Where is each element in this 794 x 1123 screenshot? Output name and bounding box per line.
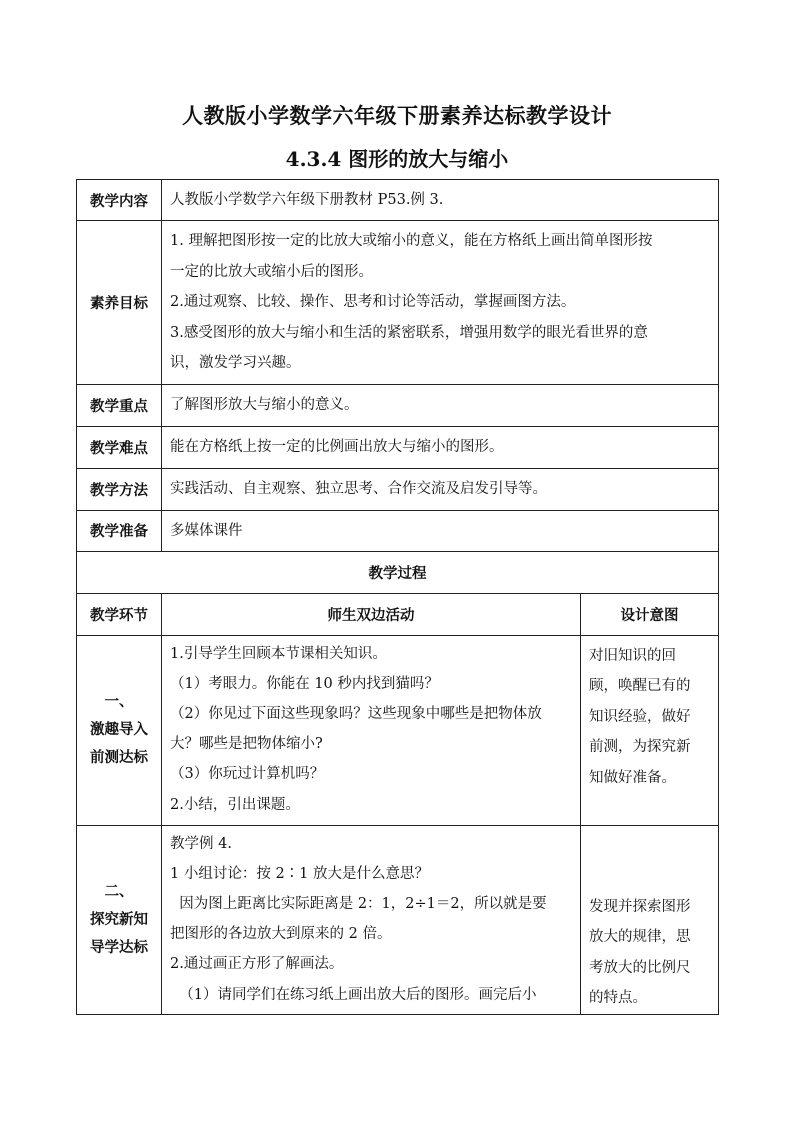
- stage-name: [77, 825, 162, 1014]
- stage-activity: [162, 825, 581, 1014]
- intent-line: [589, 831, 712, 862]
- document-subtitle: 4.3.4 图形的放大与缩小: [285, 147, 509, 171]
- intent-line: 对旧知识的回: [589, 647, 676, 664]
- activity-line: （2）你见过下面这些现象吗？这些现象中哪些是把物体放: [170, 705, 542, 722]
- content-value: 人教版小学数学六年级下册教材 P53.例 3.: [162, 180, 719, 221]
- activity-line: （3）你玩过计算机吗？: [170, 766, 325, 783]
- method-label: 教学方法: [77, 468, 162, 510]
- activity-line: 因为图上距离比实际距离是 2：1，2÷1＝2，所以就是要: [170, 895, 547, 912]
- intent-line: 知识经验，做好: [589, 708, 691, 725]
- activity-line: （1）请同学们在练习纸上画出放大后的图形。画完后小: [170, 986, 537, 1003]
- activity-line: 2.小结，引出课题。: [170, 796, 300, 813]
- goals-line: 识，激发学习兴趣。: [170, 355, 301, 371]
- activity-line: 2.通过画正方形了解画法。: [170, 956, 344, 973]
- lesson-plan-table: [76, 179, 719, 1015]
- row-key-point: [77, 384, 719, 426]
- activity-line: 教学例 4.: [170, 835, 232, 852]
- goals-value: [162, 221, 719, 385]
- activity-line: 1.引导学生回顾本节课相关知识。: [170, 645, 387, 662]
- stage-name-line: 探究新知: [90, 910, 148, 928]
- goals-line: 3.感受图形的放大与缩小和生活的紧密联系，增强用数学的眼光看世界的意: [170, 324, 648, 341]
- stage-name-line: 前测达标: [90, 749, 148, 766]
- intent-line: 知做好准备。: [589, 769, 676, 786]
- stage-activity: [162, 635, 581, 825]
- row-preparation: [77, 510, 719, 551]
- row-goals: [77, 221, 719, 385]
- difficulty-value: 能在方格纸上按一定的比例画出放大与缩小的图形。: [162, 426, 719, 468]
- row-difficulty: [77, 426, 719, 468]
- intent-line: 的特点。: [589, 990, 647, 1006]
- stage-row-1: [77, 635, 719, 825]
- activity-line: （1）考眼力。你能在 10 秒内找到猫吗？: [170, 675, 439, 692]
- document-title: 人教版小学数学六年级下册素养达标教学设计: [182, 103, 612, 128]
- intent-line: [589, 861, 712, 892]
- key-point-label: 教学重点: [77, 384, 162, 426]
- row-content: [77, 180, 719, 221]
- row-method: [77, 468, 719, 510]
- goals-label: 素养目标: [77, 221, 162, 385]
- stage-name: [77, 635, 162, 825]
- key-point-value: 了解图形放大与缩小的意义。: [162, 384, 719, 426]
- activity-line: 大？哪些是把物体缩小?: [170, 736, 323, 753]
- stage-row-2: [77, 825, 719, 1014]
- intent-line: 考放大的比例尺: [589, 959, 691, 976]
- stage-intent: [581, 635, 719, 825]
- stage-name-line: 二、: [104, 882, 134, 900]
- goals-line: 1. 理解把图形按一定的比放大或缩小的意义，能在方格纸上画出简单图形按: [170, 233, 653, 249]
- row-process-heading: [77, 551, 719, 593]
- goals-line: 2.通过观察、比较、操作、思考和讨论等活动，掌握画图方法。: [170, 294, 576, 310]
- stage-name-line: 一、: [104, 693, 134, 710]
- column-header-activity: 师生双边活动: [162, 593, 581, 635]
- content-label: 教学内容: [77, 180, 162, 221]
- column-header-stage: 教学环节: [77, 593, 162, 635]
- preparation-value: 多媒体课件: [162, 510, 719, 551]
- process-heading: 教学过程: [77, 551, 719, 593]
- stage-intent: [581, 825, 719, 1014]
- activity-line: 1 小组讨论：按 2∶1 放大是什么意思？: [170, 865, 430, 882]
- row-process-columns: [77, 593, 719, 635]
- intent-line: 顾，唤醒已有的: [589, 678, 691, 694]
- stage-name-line: 导学达标: [90, 938, 148, 956]
- difficulty-label: 教学难点: [77, 426, 162, 468]
- column-header-intent: 设计意图: [581, 593, 719, 635]
- stage-name-line: 激趣导入: [90, 721, 148, 738]
- intent-line: 放大的规律，思: [589, 929, 691, 945]
- method-value: 实践活动、自主观察、独立思考、合作交流及启发引导等。: [162, 468, 719, 510]
- intent-line: 发现并探索图形: [589, 898, 691, 915]
- intent-line: 前测，为探究新: [589, 739, 691, 755]
- activity-line: 把图形的各边放大到原来的 2 倍。: [170, 926, 392, 943]
- goals-line: 一定的比放大或缩小后的图形。: [170, 263, 373, 280]
- preparation-label: 教学准备: [77, 510, 162, 551]
